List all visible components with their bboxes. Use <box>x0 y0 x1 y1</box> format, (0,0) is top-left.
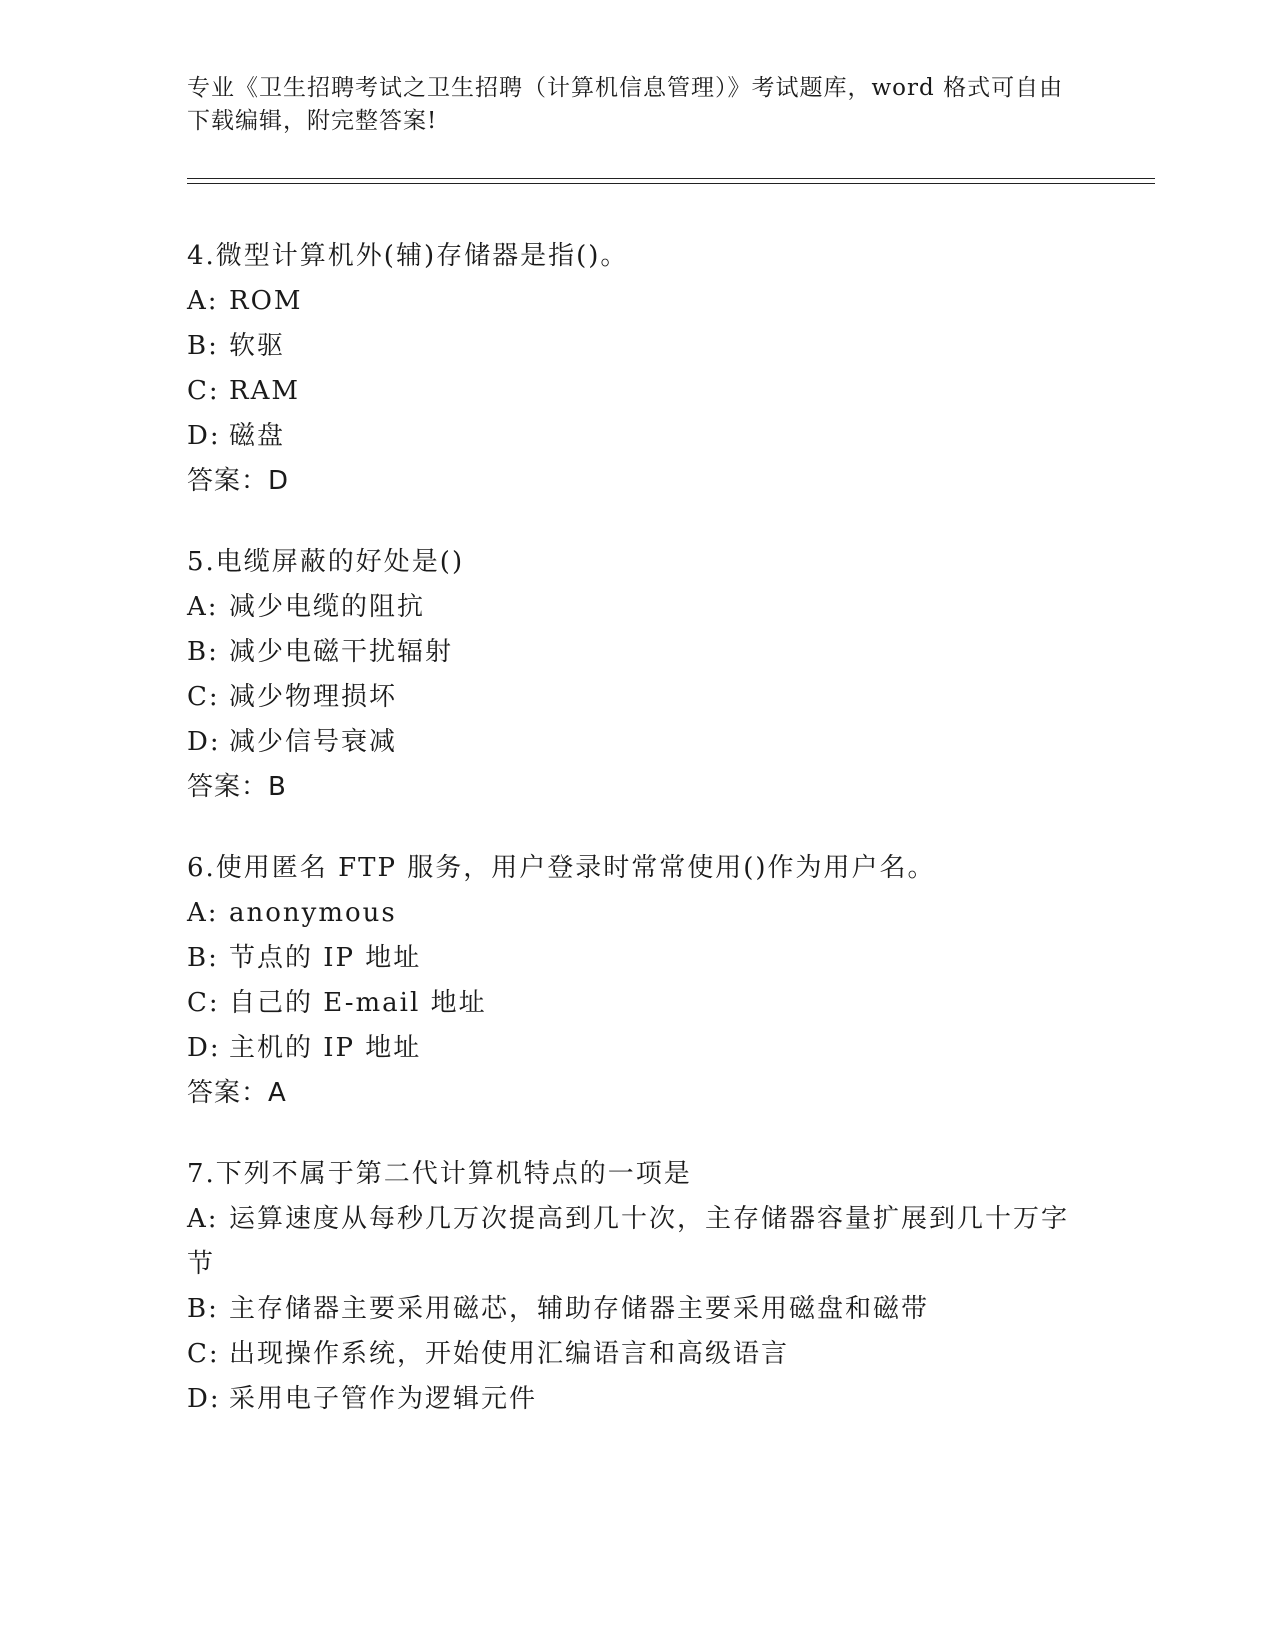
option-a <box>187 279 1087 324</box>
answer-line: 答案：B <box>187 772 287 802</box>
option-d <box>187 1377 1087 1422</box>
option-letter: A: <box>187 1204 219 1234</box>
question-list <box>187 234 1087 1458</box>
option-text: 出现操作系统，开始使用汇编语言和高级语言 <box>229 1339 790 1369</box>
option-b <box>187 630 1087 675</box>
option-letter: D: <box>187 421 221 451</box>
option-letter: B: <box>187 331 219 361</box>
option-text: 软驱 <box>229 331 286 361</box>
option-letter: D: <box>187 1384 221 1414</box>
option-c <box>187 981 1087 1026</box>
option-letter: B: <box>187 637 219 667</box>
option-text: 运算速度从每秒几万次提高到几十次，主存储器容量扩展到几十万字节 <box>187 1204 1070 1279</box>
question-item <box>187 1152 1087 1422</box>
option-text: ROM <box>229 286 303 316</box>
option-c <box>187 369 1087 414</box>
option-letter: A: <box>187 898 219 928</box>
question-item <box>187 540 1087 810</box>
option-text: 减少电缆的阻抗 <box>229 592 426 622</box>
option-text: 自己的 E-mail 地址 <box>229 988 487 1018</box>
question-stem: 4.微型计算机外(辅)存储器是指()。 <box>187 241 629 271</box>
option-b <box>187 324 1087 369</box>
option-a <box>187 585 1087 630</box>
option-d <box>187 720 1087 765</box>
question-stem: 5.电缆屏蔽的好处是() <box>187 547 465 577</box>
option-letter: D: <box>187 1033 221 1063</box>
header-divider-top <box>187 178 1155 179</box>
option-a <box>187 891 1087 936</box>
answer-line: 答案：A <box>187 1078 287 1108</box>
option-letter: C: <box>187 988 220 1018</box>
option-b <box>187 936 1087 981</box>
header-divider-bottom <box>187 183 1155 184</box>
option-letter: C: <box>187 682 220 712</box>
option-text: 减少信号衰减 <box>229 727 398 757</box>
option-a <box>187 1197 1077 1287</box>
option-text: 主存储器主要采用磁芯，辅助存储器主要采用磁盘和磁带 <box>229 1294 930 1324</box>
option-b <box>187 1287 1087 1332</box>
option-c <box>187 675 1087 720</box>
option-text: 减少物理损坏 <box>229 682 398 712</box>
option-text: 减少电磁干扰辐射 <box>229 637 454 667</box>
question-item <box>187 846 1087 1116</box>
document-intro: 专业《卫生招聘考试之卫生招聘（计算机信息管理）》考试题库，word 格式可自由下载编辑，附完整答案! <box>187 75 1064 134</box>
option-letter: C: <box>187 376 220 406</box>
option-letter: C: <box>187 1339 220 1369</box>
question-stem: 6.使用匿名 FTP 服务，用户登录时常常使用()作为用户名。 <box>187 853 936 883</box>
option-text: 采用电子管作为逻辑元件 <box>229 1384 538 1414</box>
option-text: 主机的 IP 地址 <box>229 1033 422 1063</box>
option-d <box>187 1026 1087 1071</box>
option-letter: D: <box>187 727 221 757</box>
option-letter: B: <box>187 1294 219 1324</box>
option-text: RAM <box>229 376 300 406</box>
question-stem: 7.下列不属于第二代计算机特点的一项是 <box>187 1159 692 1189</box>
option-text: 磁盘 <box>229 421 286 451</box>
option-text: 节点的 IP 地址 <box>229 943 422 973</box>
question-item <box>187 234 1087 504</box>
option-letter: A: <box>187 286 219 316</box>
option-letter: A: <box>187 592 219 622</box>
option-text: anonymous <box>229 898 397 928</box>
option-d <box>187 414 1087 459</box>
option-letter: B: <box>187 943 219 973</box>
answer-line: 答案：D <box>187 466 290 496</box>
option-c <box>187 1332 1087 1377</box>
